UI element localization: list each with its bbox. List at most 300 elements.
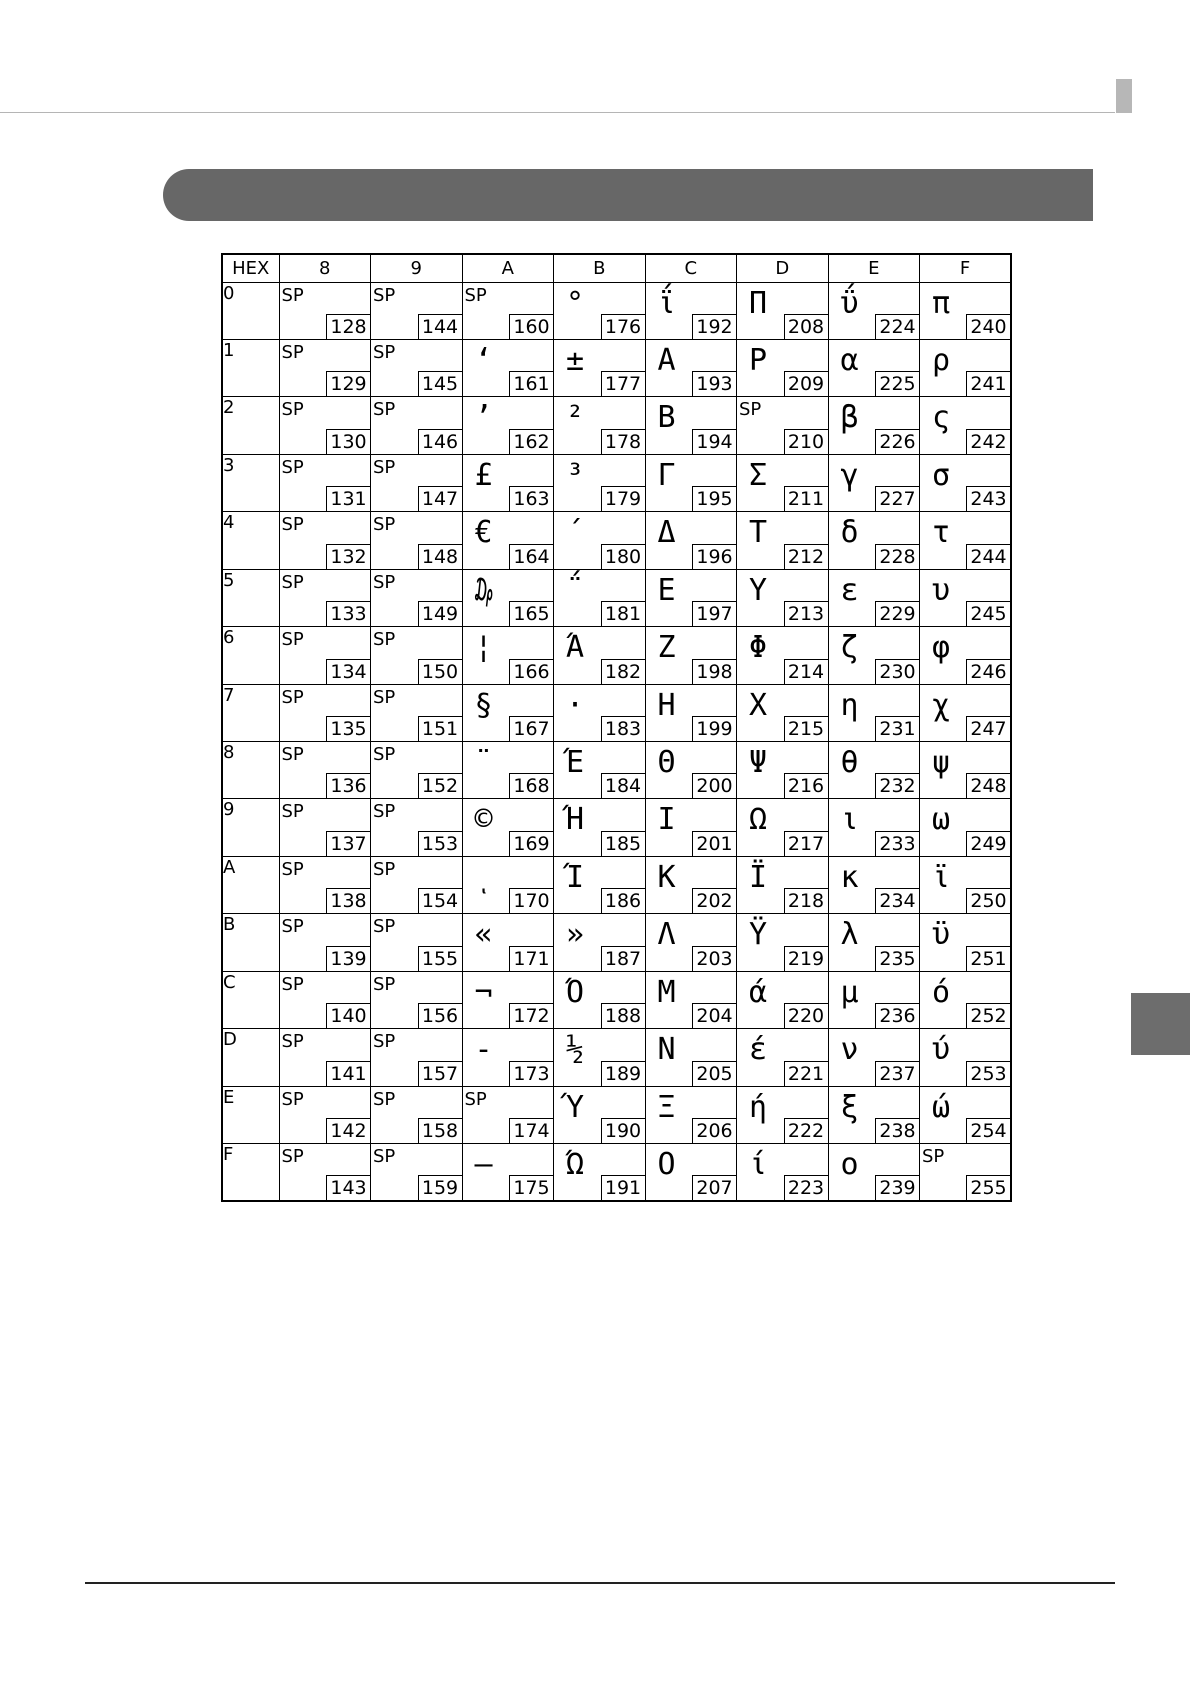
chapter-side-tab [1131,993,1190,1055]
char-glyph: Σ [749,457,768,493]
char-decimal-code: 169 [509,831,553,856]
char-glyph: Α [657,342,676,378]
char-decimal-code: 250 [966,888,1010,913]
row-hex-label: 3 [222,454,279,511]
char-cell [828,569,920,626]
char-cell [279,282,371,339]
row-hex-label: 6 [222,627,279,684]
char-decimal-code: 203 [692,946,736,971]
table-row [222,914,1011,971]
char-cell [645,339,737,396]
char-glyph: SP [373,1146,396,1168]
char-cell [371,339,463,396]
char-glyph: € [474,515,493,551]
char-cell [828,684,920,741]
char-cell [645,914,737,971]
char-glyph: « [474,917,493,953]
char-decimal-code: 215 [784,716,828,741]
char-glyph: Φ [749,630,768,666]
char-cell [737,1029,829,1086]
header-corner-tab [1116,79,1132,113]
char-decimal-code: 174 [509,1118,553,1143]
char-glyph: θ [840,745,859,780]
char-cell [737,512,829,569]
char-cell [371,742,463,799]
char-cell [371,914,463,971]
char-decimal-code: 149 [418,601,462,626]
char-decimal-code: 193 [692,371,736,396]
char-cell [828,971,920,1028]
char-cell [737,684,829,741]
char-decimal-code: 160 [509,314,553,339]
char-glyph: Ο [657,1147,676,1183]
char-decimal-code: 221 [784,1061,828,1086]
char-decimal-code: 251 [966,946,1010,971]
char-cell [554,397,646,454]
row-hex-label: 8 [222,742,279,799]
char-cell [371,282,463,339]
char-glyph: ν [840,1032,859,1068]
char-decimal-code: 225 [875,371,919,396]
char-cell [279,684,371,741]
char-glyph: Ι [657,802,676,838]
char-decimal-code: 167 [509,716,553,741]
char-decimal-code: 254 [966,1118,1010,1143]
char-glyph: Υ [749,572,768,608]
char-decimal-code: 184 [601,773,645,798]
char-cell [737,1086,829,1143]
char-decimal-code: 142 [326,1118,370,1143]
char-decimal-code: 228 [875,544,919,569]
char-cell [828,914,920,971]
char-glyph: ‘ [474,342,493,378]
char-cell [371,684,463,741]
char-glyph: Ξ [657,1089,676,1125]
char-cell [645,569,737,626]
char-cell [462,914,554,971]
char-glyph: χ [932,687,951,723]
header-rule [0,112,1115,113]
char-glyph: ± [566,342,585,378]
char-cell [554,914,646,971]
table-row [222,627,1011,684]
char-cell [462,339,554,396]
char-cell [737,799,829,856]
char-cell [920,684,1012,741]
char-cell [920,627,1012,684]
char-cell [462,512,554,569]
char-decimal-code: 212 [784,544,828,569]
char-cell [645,971,737,1028]
char-glyph: - [474,1032,493,1068]
char-decimal-code: 240 [966,314,1010,339]
char-glyph: SP [281,973,304,995]
char-cell [737,397,829,454]
char-cell [828,397,920,454]
char-decimal-code: 146 [418,429,462,454]
char-decimal-code: 214 [784,659,828,684]
char-decimal-code: 222 [784,1118,828,1143]
char-glyph: β [840,400,859,436]
char-cell [737,742,829,799]
char-glyph: Ό [566,974,585,1010]
char-glyph: SP [281,686,304,708]
char-glyph: SP [281,1088,304,1110]
char-decimal-code: 185 [601,831,645,856]
char-glyph: ρ [932,342,951,378]
char-cell [920,914,1012,971]
char-cell [462,627,554,684]
char-decimal-code: 190 [601,1118,645,1143]
char-cell [279,971,371,1028]
char-glyph: Ω [749,802,768,838]
char-glyph: ό [932,974,951,1010]
char-decimal-code: 210 [784,429,828,454]
char-decimal-code: 219 [784,946,828,971]
table-row [222,454,1011,511]
char-cell [554,1029,646,1086]
char-glyph: ΄ [566,515,585,551]
char-decimal-code: 220 [784,1003,828,1028]
char-decimal-code: 245 [966,601,1010,626]
char-glyph: ΐ [657,285,676,321]
char-decimal-code: 175 [509,1175,553,1200]
char-cell [462,1029,554,1086]
table-row [222,1144,1011,1201]
char-glyph: Δ [657,515,676,551]
char-decimal-code: 213 [784,601,828,626]
char-glyph: SP [373,284,396,306]
header-column-8: 8 [279,254,371,282]
char-decimal-code: 207 [692,1175,736,1200]
char-cell [920,856,1012,913]
row-hex-label: 5 [222,569,279,626]
char-cell [920,971,1012,1028]
char-cell [554,684,646,741]
char-cell [828,282,920,339]
char-glyph: ¨ [474,745,493,780]
char-decimal-code: 197 [692,601,736,626]
char-glyph: ξ [840,1089,859,1125]
char-cell [279,914,371,971]
char-glyph: SP [281,284,304,306]
char-glyph: Θ [657,745,676,780]
char-cell [462,856,554,913]
char-glyph: ζ [840,630,859,666]
char-decimal-code: 187 [601,946,645,971]
row-hex-label: 1 [222,339,279,396]
char-glyph: ’ [474,400,493,436]
char-cell [554,627,646,684]
char-glyph: SP [373,571,396,593]
char-glyph: SP [464,284,487,306]
char-cell [645,1144,737,1201]
char-cell [371,454,463,511]
char-glyph: ω [932,802,951,838]
char-cell [554,454,646,511]
char-glyph: ³ [566,457,585,493]
char-cell [554,1086,646,1143]
row-hex-label: 0 [222,282,279,339]
char-cell [554,799,646,856]
char-glyph: SP [281,629,304,651]
char-decimal-code: 218 [784,888,828,913]
char-glyph: Η [657,687,676,723]
char-decimal-code: 165 [509,601,553,626]
char-glyph: SP [281,514,304,536]
char-glyph: ¦ [474,630,493,666]
char-cell [645,684,737,741]
char-cell [828,1029,920,1086]
char-decimal-code: 131 [326,486,370,511]
char-decimal-code: 168 [509,773,553,798]
char-decimal-code: 238 [875,1118,919,1143]
char-glyph: ή [749,1089,768,1125]
char-glyph: Ή [566,802,585,838]
char-decimal-code: 133 [326,601,370,626]
row-hex-label: 2 [222,397,279,454]
char-glyph: γ [840,457,859,493]
char-cell [737,339,829,396]
char-decimal-code: 231 [875,716,919,741]
table-row [222,684,1011,741]
char-decimal-code: 226 [875,429,919,454]
char-glyph: § [474,687,493,723]
char-glyph: SP [281,571,304,593]
char-glyph: ά [749,974,768,1010]
table-row [222,856,1011,913]
char-decimal-code: 241 [966,371,1010,396]
char-glyph: υ [932,572,951,608]
char-cell [920,397,1012,454]
char-decimal-code: 237 [875,1061,919,1086]
char-cell [828,799,920,856]
char-cell [279,512,371,569]
char-cell [554,971,646,1028]
char-decimal-code: 246 [966,659,1010,684]
char-decimal-code: 176 [601,314,645,339]
char-glyph: ο [840,1147,859,1183]
char-cell [554,742,646,799]
char-decimal-code: 162 [509,429,553,454]
char-decimal-code: 242 [966,429,1010,454]
char-decimal-code: 143 [326,1175,370,1200]
char-decimal-code: 136 [326,773,370,798]
char-glyph: η [840,687,859,723]
char-decimal-code: 186 [601,888,645,913]
char-cell [645,742,737,799]
char-glyph: SP [464,1088,487,1110]
char-glyph: Ε [657,572,676,608]
char-glyph: ι [840,802,859,838]
char-decimal-code: 255 [966,1175,1010,1200]
char-cell [279,339,371,396]
char-cell [371,627,463,684]
char-decimal-code: 164 [509,544,553,569]
char-decimal-code: 182 [601,659,645,684]
char-cell [462,397,554,454]
char-glyph: Λ [657,917,676,953]
table-header-row [222,254,1011,282]
char-cell [554,569,646,626]
char-glyph: SP [281,744,304,765]
char-decimal-code: 183 [601,716,645,741]
section-title-bar [163,169,1093,221]
char-cell [462,799,554,856]
char-cell [828,856,920,913]
char-glyph: ― [474,1147,493,1183]
char-glyph: ϊ [932,859,951,895]
char-decimal-code: 208 [784,314,828,339]
char-glyph: Ν [657,1032,676,1068]
char-glyph: Ψ [749,745,768,780]
char-decimal-code: 236 [875,1003,919,1028]
table-row [222,971,1011,1028]
char-cell [828,1144,920,1201]
char-cell [462,1086,554,1143]
char-cell [645,454,737,511]
char-cell [554,856,646,913]
char-decimal-code: 156 [418,1003,462,1028]
char-decimal-code: 173 [509,1061,553,1086]
char-decimal-code: 181 [601,601,645,626]
char-decimal-code: 216 [784,773,828,798]
char-glyph: SP [373,686,396,708]
char-decimal-code: 148 [418,544,462,569]
char-glyph: SP [373,514,396,536]
char-cell [462,684,554,741]
char-decimal-code: 166 [509,659,553,684]
char-decimal-code: 159 [418,1175,462,1200]
char-decimal-code: 140 [326,1003,370,1028]
char-decimal-code: 202 [692,888,736,913]
char-glyph: ² [566,400,585,436]
char-glyph: τ [932,515,951,551]
char-glyph: Ώ [566,1147,585,1183]
char-decimal-code: 206 [692,1118,736,1143]
char-decimal-code: 229 [875,601,919,626]
char-cell [920,339,1012,396]
char-cell [371,512,463,569]
char-glyph: SP [281,1031,304,1053]
char-decimal-code: 239 [875,1175,919,1200]
char-decimal-code: 161 [509,371,553,396]
char-decimal-code: 230 [875,659,919,684]
header-column-f: F [920,254,1012,282]
char-glyph: φ [932,630,951,666]
char-decimal-code: 180 [601,544,645,569]
char-decimal-code: 130 [326,429,370,454]
char-cell [554,282,646,339]
char-cell [828,512,920,569]
table-row [222,512,1011,569]
char-glyph: Ύ [566,1089,585,1125]
char-glyph: Μ [657,974,676,1010]
char-cell [828,1086,920,1143]
char-cell [645,1086,737,1143]
char-glyph: Γ [657,457,676,493]
char-decimal-code: 132 [326,544,370,569]
char-decimal-code: 188 [601,1003,645,1028]
char-glyph: ° [566,285,585,321]
table-body [222,282,1011,1201]
char-decimal-code: 235 [875,946,919,971]
char-decimal-code: 154 [418,888,462,913]
row-hex-label: D [222,1029,279,1086]
char-decimal-code: 179 [601,486,645,511]
char-glyph: Π [749,285,768,321]
char-decimal-code: 135 [326,716,370,741]
table-row [222,1086,1011,1143]
char-glyph: SP [281,858,304,880]
char-decimal-code: 151 [418,716,462,741]
char-glyph: Ϋ [749,917,768,953]
character-code-table [221,253,1012,1202]
char-cell [462,569,554,626]
char-decimal-code: 211 [784,486,828,511]
char-cell [737,454,829,511]
char-decimal-code: 155 [418,946,462,971]
char-glyph: δ [840,515,859,551]
char-glyph: SP [373,801,396,823]
char-decimal-code: 198 [692,659,736,684]
char-glyph: ϋ [932,917,951,953]
char-decimal-code: 150 [418,659,462,684]
char-glyph: π [932,285,951,321]
char-cell [828,339,920,396]
char-cell [737,914,829,971]
char-decimal-code: 244 [966,544,1010,569]
char-cell [920,799,1012,856]
char-glyph: ¬ [474,974,493,1010]
char-glyph: SP [281,399,304,421]
char-decimal-code: 224 [875,314,919,339]
char-glyph: £ [474,457,493,493]
char-cell [371,1144,463,1201]
char-glyph: Κ [657,859,676,895]
char-glyph: ½ [566,1032,585,1068]
table-row [222,569,1011,626]
char-decimal-code: 128 [326,314,370,339]
char-cell [645,1029,737,1086]
char-cell [371,799,463,856]
char-cell [645,799,737,856]
table-row [222,397,1011,454]
char-decimal-code: 194 [692,429,736,454]
char-decimal-code: 153 [418,831,462,856]
char-cell [462,282,554,339]
char-cell [737,1144,829,1201]
header-column-a: A [462,254,554,282]
char-cell [371,1086,463,1143]
header-column-d: D [737,254,829,282]
row-hex-label: F [222,1144,279,1201]
char-cell [920,512,1012,569]
char-decimal-code: 249 [966,831,1010,856]
char-decimal-code: 253 [966,1061,1010,1086]
char-cell [462,742,554,799]
char-decimal-code: 157 [418,1061,462,1086]
header-column-b: B [554,254,646,282]
char-cell [279,856,371,913]
char-glyph: ς [932,400,951,436]
table-row [222,742,1011,799]
char-decimal-code: 196 [692,544,736,569]
char-glyph: » [566,917,585,953]
char-glyph: Β [657,400,676,436]
char-cell [554,1144,646,1201]
char-cell [920,454,1012,511]
